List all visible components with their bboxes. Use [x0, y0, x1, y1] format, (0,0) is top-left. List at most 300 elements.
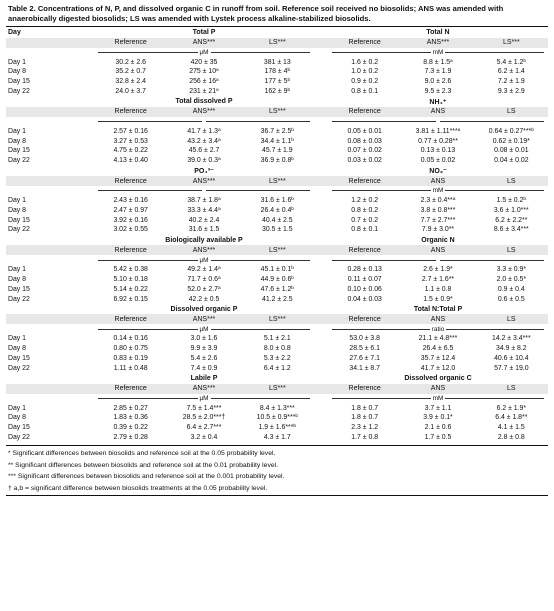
table-row	[6, 265, 548, 275]
table-cell	[401, 296, 474, 303]
table-row	[6, 77, 548, 87]
cell-value: 0.7 ± 0.2	[351, 216, 379, 224]
cell-value: 0.8 ± 0.1	[351, 87, 379, 95]
table-cell	[475, 128, 548, 135]
table-cell	[241, 138, 314, 145]
cell-value: 35.2 ± 0.7	[115, 68, 146, 76]
cell-value: 420 ± 35	[190, 58, 218, 66]
cell-value: 49.2 ± 1.4	[187, 266, 218, 274]
table-row	[6, 215, 548, 225]
group-title: Biologically available P	[165, 236, 243, 244]
bottom-rule	[6, 495, 548, 496]
cell-value: 2.8 ± 0.8	[497, 433, 525, 441]
table-cell	[475, 138, 548, 145]
day-label: Day 1	[8, 127, 27, 135]
day-label: Day 1	[8, 58, 27, 66]
table-cell	[241, 405, 314, 412]
table-row	[6, 136, 548, 146]
table-row	[6, 284, 548, 294]
cell-value: 0.05 ± 0.02	[420, 157, 456, 165]
column-header: LS***	[268, 385, 286, 393]
table-cell	[241, 197, 314, 204]
group-header-row	[6, 27, 548, 38]
table-cell	[328, 197, 401, 204]
cell-value: 2.1 ± 0.6	[424, 424, 452, 432]
column-header: ANS	[430, 177, 446, 185]
cell-value: 1.2 ± 0.2	[351, 196, 379, 204]
table-cell	[241, 365, 314, 372]
day-label: Day 1	[8, 266, 27, 274]
cell-value: 35.7 ± 12.4	[420, 354, 456, 362]
table-cell	[167, 414, 240, 421]
table-cell	[167, 147, 240, 154]
table-cell	[94, 276, 167, 283]
cell-value: 5.3 ± 2.2	[263, 354, 291, 362]
cell-value: 27.6 ± 7.1	[349, 354, 380, 362]
column-header: Reference	[348, 385, 381, 393]
table-cell	[401, 276, 474, 283]
cell-value: 2.0 ± 0.5*	[496, 275, 527, 283]
cell-value: 177 ± 5	[264, 78, 288, 86]
table-cell	[328, 68, 401, 75]
significance-superscript: b	[287, 68, 291, 74]
group-header-row	[6, 166, 548, 177]
cell-value: 275 ± 10	[189, 68, 217, 76]
table-row	[6, 275, 548, 285]
footnote: *** Significant differences between biosolids and reference soil at the 0.001 probability level.	[8, 473, 285, 481]
table-cell	[167, 345, 240, 352]
table-cell	[328, 276, 401, 283]
table-cell	[167, 207, 240, 214]
table-cell	[401, 217, 474, 224]
significance-superscript: a	[457, 127, 461, 133]
column-header: Reference	[114, 385, 147, 393]
cell-value: 1.9 ± 1.6***	[258, 424, 294, 432]
cell-value: 7.5 ± 1.4***	[186, 404, 222, 412]
significance-superscript: b	[295, 414, 298, 420]
table-cell	[475, 78, 548, 85]
cell-value: 7.4 ± 0.9	[190, 364, 218, 372]
table-cell	[401, 147, 474, 154]
cell-value: 7.2 ± 1.9	[497, 78, 525, 86]
table-cell	[328, 335, 401, 342]
table-cell	[94, 365, 167, 372]
significance-superscript: a	[452, 196, 456, 202]
cell-value: 9.5 ± 2.3	[424, 87, 452, 95]
cell-value: 0.80 ± 0.75	[113, 345, 148, 353]
day-label: Day 8	[8, 68, 27, 76]
table-cell	[475, 226, 548, 233]
significance-superscript: b	[523, 196, 527, 202]
significance-superscript: a	[217, 157, 221, 163]
significance-superscript: a	[216, 78, 219, 84]
table-cell	[167, 138, 240, 145]
cell-value: 4.1 ± 1.5	[497, 424, 525, 432]
group-title: PO₄³⁻	[194, 167, 214, 175]
cell-value: 0.08 ± 0.03	[347, 137, 382, 145]
column-header: Reference	[348, 315, 381, 323]
day-label: Day 8	[8, 345, 27, 353]
cell-value: 1.0 ± 0.2	[351, 68, 379, 76]
table-cell	[94, 345, 167, 352]
table-cell	[167, 355, 240, 362]
cell-value: 31.6 ± 1.6	[260, 196, 292, 204]
cell-value: 36.7 ± 2.5	[260, 127, 292, 135]
table-cell	[241, 217, 314, 224]
table-cell	[328, 355, 401, 362]
significance-superscript: a	[216, 68, 219, 74]
table-cell	[241, 88, 314, 95]
column-header: Reference	[114, 108, 147, 116]
cell-value: 32.8 ± 2.4	[115, 78, 146, 86]
table-row	[6, 126, 548, 136]
significance-superscript: a	[217, 196, 221, 202]
table-cell	[475, 405, 548, 412]
unit-label: μM	[199, 48, 209, 56]
column-header: LS	[507, 108, 516, 116]
cell-value: 47.6 ± 1.2	[260, 285, 292, 293]
table-cell	[94, 59, 167, 66]
day-label: Day 8	[8, 137, 27, 145]
cell-value: 1.11 ± 0.48	[113, 364, 148, 372]
table-cell	[475, 68, 548, 75]
cell-value: 41.7 ± 1.3	[187, 127, 218, 135]
significance-superscript: a	[217, 285, 221, 291]
table-cell	[328, 147, 401, 154]
unit-label: ratio	[431, 325, 445, 333]
table-cell	[401, 405, 474, 412]
group-title: Labile P	[190, 374, 218, 382]
table-cell	[328, 217, 401, 224]
cell-value: 34.1 ± 8.7	[349, 364, 380, 372]
cell-value: 0.62 ± 0.19*	[492, 137, 530, 145]
column-header: ANS***	[192, 246, 216, 254]
cell-value: 14.2 ± 3.4***	[491, 335, 531, 343]
table-cell	[401, 138, 474, 145]
table-cell	[167, 405, 240, 412]
table-cell	[328, 296, 401, 303]
cell-value: 6.92 ± 0.15	[113, 295, 148, 303]
cell-value: 42.2 ± 0.5	[188, 295, 220, 303]
day-label: Day 15	[8, 424, 30, 432]
significance-superscript: b	[293, 424, 297, 430]
cell-value: 6.4 ± 1.8**	[495, 414, 528, 422]
column-header: Reference	[348, 108, 381, 116]
cell-value: 34.4 ± 1.1	[260, 137, 292, 145]
column-header: ANS***	[192, 39, 216, 47]
cell-value: 3.3 ± 0.9*	[496, 266, 527, 274]
day-label: Day 15	[8, 147, 30, 155]
group-title: Dissolved organic P	[170, 305, 238, 313]
table-cell	[328, 128, 401, 135]
cell-value: 31.6 ± 1.5	[188, 226, 220, 234]
cell-value: 5.4 ± 2.6	[190, 354, 218, 362]
cell-value: 162 ± 9	[264, 87, 288, 95]
table-cell	[241, 207, 314, 214]
cell-value: 0.03 ± 0.02	[347, 157, 382, 165]
table-row	[6, 57, 548, 67]
table-cell	[241, 147, 314, 154]
column-header: LS	[507, 177, 516, 185]
table-row	[6, 156, 548, 166]
column-header: LS	[507, 385, 516, 393]
significance-superscript: a	[217, 266, 221, 272]
table-cell	[94, 138, 167, 145]
cell-value: 52.0 ± 2.7	[187, 285, 218, 293]
cell-value: 0.8 ± 0.2	[351, 206, 379, 214]
significance-superscript: a	[216, 87, 219, 93]
unit-row	[6, 186, 548, 196]
table-cell	[328, 59, 401, 66]
unit-row	[6, 48, 548, 58]
unit-label: mM	[432, 187, 444, 195]
table-cell	[401, 128, 474, 135]
cell-value: 8.0 ± 0.8	[263, 345, 291, 353]
table-cell	[167, 59, 240, 66]
group-header-row	[6, 235, 548, 246]
cell-value: 5.4 ± 1.2	[496, 58, 524, 66]
cell-value: 10.5 ± 0.9***	[256, 414, 296, 422]
table-cell	[94, 335, 167, 342]
group-title: Total dissolved P	[175, 98, 233, 106]
day-column-header: Day	[8, 28, 21, 36]
cell-value: 0.8 ± 0.1	[351, 226, 379, 234]
table-cell	[475, 88, 548, 95]
column-header-row	[6, 38, 548, 48]
table-cell	[328, 345, 401, 352]
cell-value: 28.5 ± 2.0***†	[182, 414, 226, 422]
cell-value: 26.4 ± 6.5	[422, 345, 454, 353]
cell-value: 33.3 ± 4.4	[187, 206, 218, 214]
table-cell	[167, 434, 240, 441]
table-cell	[241, 128, 314, 135]
table-row	[6, 196, 548, 206]
day-label: Day 15	[8, 78, 30, 86]
table-cell	[401, 59, 474, 66]
cell-value: 1.5 ± 0.9*	[423, 295, 453, 303]
column-header: Reference	[348, 246, 381, 254]
cell-value: 40.4 ± 2.5	[262, 216, 293, 224]
table-cell	[401, 365, 474, 372]
group-title: Total N	[426, 28, 450, 36]
day-label: Day 1	[8, 196, 27, 204]
column-header: Reference	[348, 177, 381, 185]
group-title: Total P	[192, 28, 216, 36]
table-cell	[401, 226, 474, 233]
cell-value: 2.7 ± 1.6**	[421, 275, 455, 283]
cell-value: 3.6 ± 1.0***	[493, 206, 529, 214]
table-cell	[167, 68, 240, 75]
table-cell	[475, 197, 548, 204]
table-cell	[94, 207, 167, 214]
table-cell	[167, 276, 240, 283]
cell-value: 2.57 ± 0.16	[113, 127, 148, 135]
column-header: Reference	[114, 246, 147, 254]
table-cell	[475, 414, 548, 421]
table-cell	[94, 68, 167, 75]
table-cell	[475, 355, 548, 362]
cell-value: 8.6 ± 3.4***	[493, 226, 529, 234]
cell-value: 3.92 ± 0.16	[113, 216, 148, 224]
cell-value: 231 ± 21	[189, 87, 217, 95]
significance-superscript: b	[291, 137, 294, 143]
table-row	[6, 403, 548, 413]
cell-value: 7.3 ± 1.9	[424, 68, 452, 76]
cell-value: 256 ± 16	[189, 78, 217, 86]
footnote: ** Significant differences between biosolids and reference soil at the 0.01 probability level.	[8, 461, 279, 469]
cell-value: 2.3 ± 0.4**	[420, 196, 453, 204]
column-header: LS***	[268, 246, 286, 254]
cell-value: 4.75 ± 0.22	[113, 147, 148, 155]
significance-superscript: a	[217, 206, 221, 212]
cell-value: 30.5 ± 1.5	[262, 226, 293, 234]
day-label: Day 22	[8, 364, 30, 372]
table-cell	[241, 424, 314, 431]
cell-value: 1.5 ± 0.2	[496, 196, 524, 204]
column-header-row	[6, 176, 548, 186]
cell-value: 8.8 ± 1.5	[423, 58, 451, 66]
group-header-row	[6, 373, 548, 384]
table-cell	[328, 286, 401, 293]
column-header: ANS***	[192, 177, 216, 185]
table-cell	[241, 276, 314, 283]
table-cell	[401, 286, 474, 293]
cell-value: 0.9 ± 0.4	[497, 285, 525, 293]
cell-value: 2.79 ± 0.28	[113, 433, 148, 441]
significance-superscript: b	[291, 285, 294, 291]
cell-value: 0.04 ± 0.02	[494, 157, 529, 165]
cell-value: 3.81 ± 1.11***	[415, 127, 458, 135]
cell-value: 3.0 ± 1.6	[190, 335, 218, 343]
cell-value: 381 ± 13	[263, 58, 291, 66]
significance-superscript: b	[287, 87, 291, 93]
table-cell	[401, 335, 474, 342]
unit-label: μM	[199, 394, 209, 402]
table-row	[6, 225, 548, 235]
table-cell	[94, 414, 167, 421]
cell-value: 0.05 ± 0.01	[347, 127, 382, 135]
table-cell	[94, 197, 167, 204]
table-cell	[475, 286, 548, 293]
cell-value: 0.83 ± 0.19	[113, 354, 148, 362]
table-cell	[167, 88, 240, 95]
table-cell	[167, 365, 240, 372]
footnote: * Significant differences between biosolids and reference soil at the 0.05 probability level.	[8, 450, 276, 458]
column-header: ANS***	[192, 385, 216, 393]
cell-value: 0.64 ± 0.27***	[488, 127, 532, 135]
column-header: ANS	[430, 315, 446, 323]
cell-value: 178 ± 4	[264, 68, 288, 76]
table-row	[6, 87, 548, 97]
table-cell	[475, 345, 548, 352]
table-cell	[475, 296, 548, 303]
cell-value: 2.6 ± 1.9*	[423, 266, 453, 274]
group-title: Organic N	[421, 236, 455, 244]
cell-value: 4.3 ± 1.7	[263, 433, 291, 441]
column-header: ANS***	[192, 108, 216, 116]
table-cell	[328, 424, 401, 431]
cell-value: 6.2 ± 2.2**	[495, 216, 528, 224]
cell-value: 2.43 ± 0.16	[113, 196, 148, 204]
column-header: Reference	[348, 39, 381, 47]
cell-value: 5.10 ± 0.18	[113, 275, 148, 283]
group-header-row	[6, 304, 548, 315]
cell-value: 1.7 ± 0.8	[351, 433, 379, 441]
table-cell	[401, 88, 474, 95]
day-label: Day 1	[8, 335, 27, 343]
cell-value: 36.9 ± 0.8	[260, 157, 292, 165]
cell-value: 41.2 ± 2.5	[262, 295, 293, 303]
day-label: Day 22	[8, 433, 30, 441]
table-body	[6, 27, 548, 442]
table-cell	[94, 217, 167, 224]
table-row	[6, 294, 548, 304]
table-cell	[401, 197, 474, 204]
cell-value: 21.1 ± 4.8***	[418, 335, 458, 343]
cell-value: 41.7 ± 12.0	[420, 364, 456, 372]
significance-superscript: b	[291, 275, 294, 281]
significance-superscript: b	[291, 157, 294, 163]
group-title: Total N:Total P	[413, 305, 463, 313]
cell-value: 71.7 ± 0.6	[187, 275, 218, 283]
column-header: Reference	[114, 39, 147, 47]
column-header: LS***	[502, 39, 520, 47]
cell-value: 40.2 ± 2.4	[188, 216, 220, 224]
table-cell	[475, 157, 548, 164]
cell-value: 3.02 ± 0.55	[113, 226, 148, 234]
cell-value: 40.6 ± 10.4	[494, 354, 529, 362]
column-header: LS***	[268, 39, 286, 47]
table-row	[6, 205, 548, 215]
column-header: LS	[507, 246, 516, 254]
cell-value: 57.7 ± 19.0	[494, 364, 529, 372]
cell-value: 5.42 ± 0.38	[113, 266, 148, 274]
column-header-row	[6, 384, 548, 394]
table-cell	[241, 286, 314, 293]
cell-value: 5.14 ± 0.22	[113, 285, 148, 293]
cell-value: 0.14 ± 0.16	[113, 335, 148, 343]
cell-value: 7.9 ± 3.0**	[421, 226, 455, 234]
table-cell	[241, 59, 314, 66]
table-cell	[167, 197, 240, 204]
table-cell	[401, 414, 474, 421]
table-cell	[94, 286, 167, 293]
cell-value: 28.5 ± 6.1	[349, 345, 380, 353]
cell-value: 1.7 ± 0.5	[424, 433, 452, 441]
significance-superscript: b	[531, 127, 534, 133]
day-label: Day 8	[8, 414, 27, 422]
day-label: Day 22	[8, 295, 30, 303]
cell-value: 0.11 ± 0.07	[347, 275, 382, 283]
table-cell	[94, 226, 167, 233]
table-cell	[328, 405, 401, 412]
cell-value: 2.85 ± 0.27	[113, 404, 148, 412]
significance-superscript: b	[287, 78, 291, 84]
cell-value: 39.0 ± 0.3	[187, 157, 218, 165]
cell-value: 0.39 ± 0.22	[113, 424, 148, 432]
unit-label: μM	[199, 256, 209, 264]
table-cell	[94, 434, 167, 441]
table-cell	[94, 128, 167, 135]
table-cell	[241, 335, 314, 342]
cell-value: 34.9 ± 8.2	[496, 345, 527, 353]
table-cell	[241, 157, 314, 164]
cell-value: 0.28 ± 0.13	[347, 266, 382, 274]
day-label: Day 15	[8, 285, 30, 293]
table-row	[6, 344, 548, 354]
table-cell	[401, 355, 474, 362]
cell-value: 0.08 ± 0.01	[494, 147, 529, 155]
